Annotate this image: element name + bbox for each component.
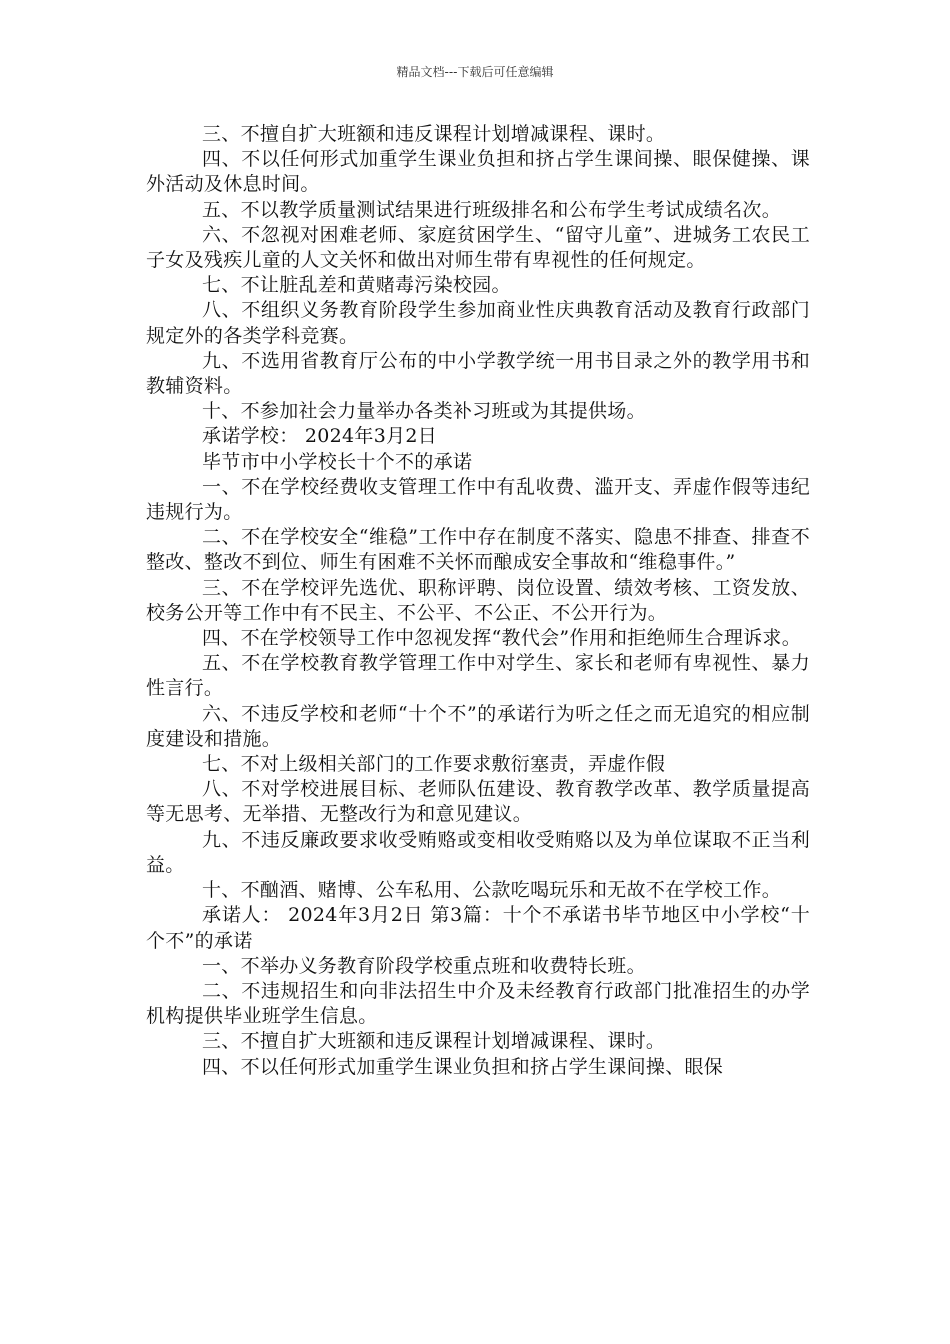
paragraph: 八、不对学校进展目标、老师队伍建设、教育教学改革、教学质量提高等无思考、无举措、无整改行为和意见建议。 [146, 778, 810, 826]
paragraph: 三、不在学校评先选优、职称评聘、岗位设置、绩效考核、工资发放、校务公开等工作中有不民主、不公平、不公正、不公开行为。 [146, 576, 810, 624]
paragraph: 七、不让脏乱差和黄赌毒污染校园。 [202, 274, 511, 297]
paragraph: 二、不违规招生和向非法招生中介及未经教育行政部门批准招生的办学机构提供毕业班学生信息。 [146, 979, 810, 1028]
paragraph: 一、不举办义务教育阶段学校重点班和收费特长班。 [202, 954, 646, 977]
paragraph: 二、不在学校安全“维稳”工作中存在制度不落实、隐患不排查、排查不整改、整改不到位、师生有困难不关怀而酿成安全事故和“维稳事件。” [146, 526, 810, 574]
paragraph: 九、不违反廉政要求收受贿赂或变相收受贿赂以及为单位谋取不正当利益。 [146, 828, 810, 876]
paragraph: 一、不在学校经费收支管理工作中有乱收费、滥开支、弄虚作假等违纪违规行为。 [146, 475, 810, 524]
paragraph: 十、不酗酒、赌博、公车私用、公款吃喝玩乐和无故不在学校工作。 [202, 879, 782, 902]
paragraph: 十、不参加社会力量举办各类补习班或为其提供场。 [202, 400, 646, 423]
paragraph: 九、不选用省教育厅公布的中小学教学统一用书目录之外的教学用书和教辅资料。 [146, 349, 810, 398]
paragraph: 五、不以教学质量测试结果进行班级排名和公布学生考试成绩名次。 [202, 198, 782, 221]
paragraph: 三、不擅自扩大班额和违反课程计划增减课程、课时。 [202, 123, 666, 145]
paragraph: 四、不以任何形式加重学生课业负担和挤占学生课间操、眼保 [202, 1055, 724, 1078]
signature-line: 承诺学校： 2024年3月2日 [202, 425, 438, 448]
page-header: 精品文档---下载后可任意编辑 [396, 65, 554, 79]
paragraph: 八、不组织义务教育阶段学生参加商业性庆典教育活动及教育行政部门规定外的各类学科竞赛。 [146, 299, 810, 347]
paragraph: 三、不擅自扩大班额和违反课程计划增减课程、课时。 [202, 1030, 666, 1053]
paragraph: 七、不对上级相关部门的工作要求敷衍塞责，弄虚作假 [202, 753, 666, 776]
paragraph: 四、不以任何形式加重学生课业负担和挤占学生课间操、眼保健操、课外活动及休息时间。 [146, 148, 810, 196]
paragraph: 六、不违反学校和老师“十个不”的承诺行为听之任之而无追究的相应制度建设和措施。 [146, 702, 810, 750]
document-body [146, 122, 810, 1080]
signature-line: 承诺人： 2024年3月2日 第3篇：十个不承诺书毕节地区中小学校“十个不”的承诺 [146, 904, 810, 952]
paragraph: 六、不忽视对困难老师、家庭贫困学生、“留守儿童”、进城务工农民工子女及残疾儿童的人文关怀和做出对师生带有卑视性的任何规定。 [146, 223, 810, 272]
paragraph: 四、不在学校领导工作中忽视发挥“教代会”作用和拒绝师生合理诉求。 [202, 627, 802, 650]
section-title: 毕节市中小学校长十个不的承诺 [202, 450, 473, 473]
paragraph: 五、不在学校教育教学管理工作中对学生、家长和老师有卑视性、暴力性言行。 [146, 652, 810, 700]
